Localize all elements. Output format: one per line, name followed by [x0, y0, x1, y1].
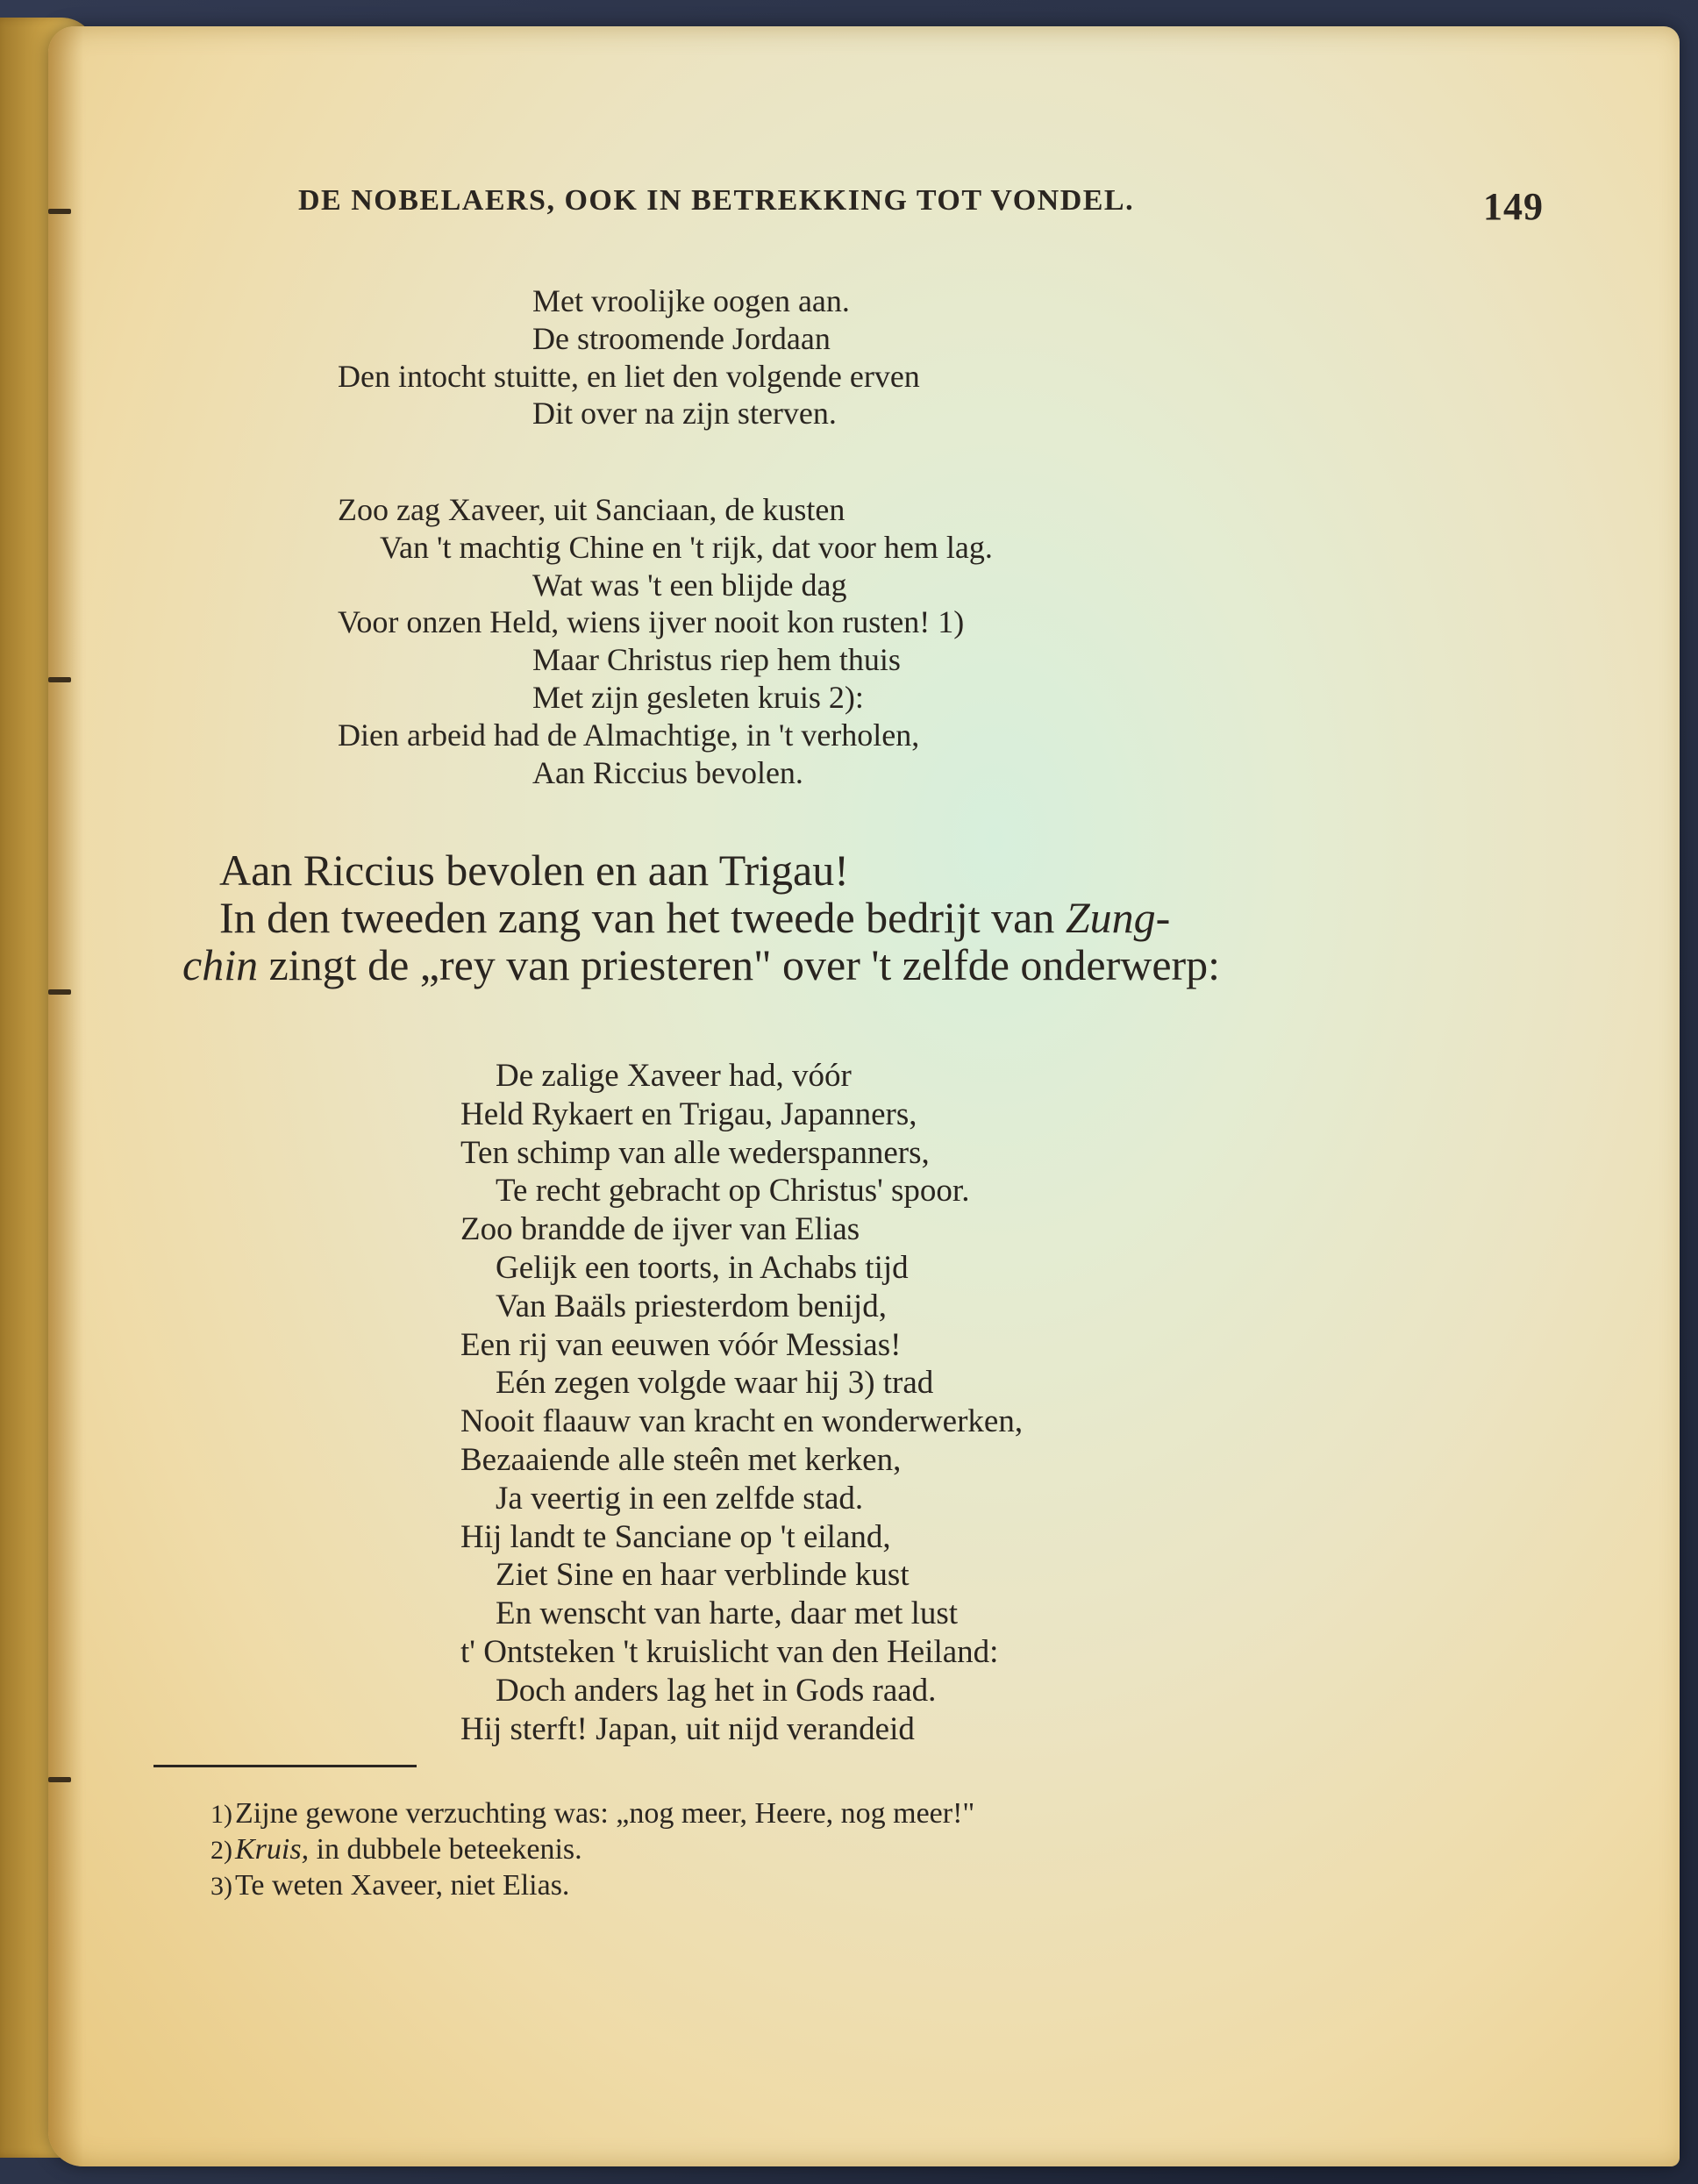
verse-line: Ja veertig in een zelfde stad. [496, 1480, 864, 1517]
verse-line: Gelijk een toorts, in Achabs tijd [496, 1249, 909, 1286]
running-title: DE NOBELAERS, OOK IN BETREKKING TOT VONDEL. [298, 184, 1135, 217]
footnote-text: in dubbele beteekenis. [309, 1833, 582, 1866]
verse-line: Dien arbeid had de Almachtige, in 't verholen, [338, 717, 920, 753]
verse-line: Dit over na zijn sterven. [532, 396, 837, 432]
verse-line: Held Rykaert en Trigau, Japanners, [460, 1096, 917, 1132]
verse-stanza-2 [338, 491, 993, 791]
verse-line: t' Ontsteken 't kruislicht van den Heiland: [460, 1633, 999, 1670]
verse-line: Wat was 't een blijde dag [532, 567, 847, 603]
binding-stitch [48, 1777, 71, 1782]
prose-italic: chin [182, 940, 259, 989]
footnote-rule [153, 1765, 417, 1767]
prose-line: Aan Riccius bevolen en aan Trigau! [219, 846, 849, 895]
prose-text: In den tweeden zang van het tweede bedrijt van [219, 893, 1066, 942]
footnote-marker: 3) [210, 1872, 232, 1901]
verse-line: Van 't machtig Chine en 't rijk, dat voor hem lag. [380, 529, 993, 565]
verse-line: Hij sterft! Japan, uit nijd verandeid [460, 1710, 915, 1747]
footnote [210, 1868, 974, 1904]
verse-line: Maar Christus riep hem thuis [532, 642, 901, 678]
verse-quotation [460, 1057, 1023, 1748]
footnotes [210, 1796, 974, 1904]
footnote-text: Te weten Xaveer, niet Elias. [235, 1869, 570, 1902]
binding-stitch [48, 209, 71, 214]
verse-line: Een rij van eeuwen vóór Messias! [460, 1326, 902, 1363]
verse-line: Nooit flaauw van kracht en wonderwerken, [460, 1403, 1024, 1440]
verse-line: Ten schimp van alle wederspanners, [460, 1134, 930, 1171]
verse-line: Zoo zag Xaveer, uit Sanciaan, de kusten [338, 492, 845, 527]
verse-line: Eén zegen volgde waar hij 3) trad [496, 1365, 934, 1402]
prose-line [182, 941, 1517, 989]
footnote-marker: 2) [210, 1836, 232, 1865]
verse-line: Bezaaiende alle steên met kerken, [460, 1441, 902, 1478]
binding-stitch [48, 677, 71, 682]
running-header [298, 184, 1544, 228]
verse-line: Zoo brandde de ijver van Elias [460, 1211, 860, 1248]
verse-line: De zalige Xaveer had, vóór [496, 1058, 852, 1094]
prose-italic: Zung- [1065, 893, 1171, 942]
binding-stitch [48, 989, 71, 995]
prose-line [219, 894, 1517, 941]
footnote-italic: Kruis, [235, 1833, 310, 1866]
verse-line: Ziet Sine en haar verblinde kust [496, 1557, 910, 1594]
footnote-text: Zijne gewone verzuchting was: „nog meer, Heere, nog meer!" [235, 1797, 975, 1830]
verse-line: Den intocht stuitte, en liet den volgende erven [338, 358, 920, 394]
verse-line: En wenscht van harte, daar met lust [496, 1595, 959, 1632]
verse-line: Met zijn gesleten kruis 2): [532, 679, 864, 715]
verse-line: Hij landt te Sanciane op 't eiland, [460, 1518, 891, 1555]
prose-paragraph [182, 846, 1517, 989]
verse-line: Te recht gebracht op Christus' spoor. [496, 1173, 970, 1210]
prose-text: zingt de „rey van priesteren" over 't zelfde onderwerp: [258, 940, 1221, 989]
verse-stanza-1 [338, 282, 920, 432]
verse-line: Voor onzen Held, wiens ijver nooit kon rusten! 1) [338, 604, 965, 640]
verse-line: Aan Riccius bevolen. [532, 754, 803, 790]
page-binding [48, 26, 83, 2166]
footnote [210, 1832, 974, 1868]
footnote [210, 1796, 974, 1832]
footnote-marker: 1) [210, 1800, 232, 1829]
verse-line: De stroomende Jordaan [532, 320, 831, 356]
verse-line: Van Baäls priesterdom benijd, [496, 1288, 887, 1324]
verse-line: Doch anders lag het in Gods raad. [496, 1672, 937, 1709]
verse-line: Met vroolijke oogen aan. [532, 283, 850, 318]
page-number: 149 [1483, 185, 1544, 228]
